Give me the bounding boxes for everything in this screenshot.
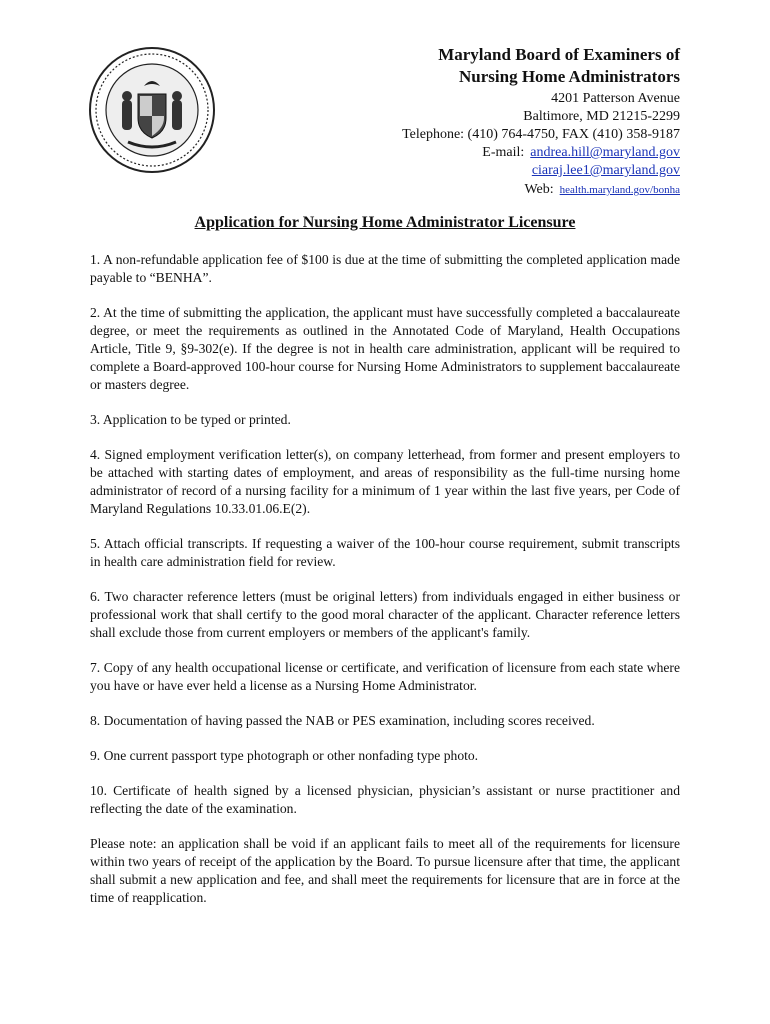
requirements-list bbox=[90, 251, 680, 924]
requirement-item: 8. Documentation of having passed the NAB or PES examination, including scores received. bbox=[90, 713, 595, 728]
page-title: Application for Nursing Home Administrator Licensure bbox=[194, 214, 576, 231]
requirement-item: 3. Application to be typed or printed. bbox=[90, 412, 291, 427]
web-link[interactable]: health.maryland.gov/bonha bbox=[559, 184, 680, 196]
requirement-item: 9. One current passport type photograph or other nonfading type photo. bbox=[90, 748, 479, 763]
email-link-1[interactable]: andrea.hill@maryland.gov bbox=[530, 145, 680, 160]
requirement-item: 10. Certificate of health signed by a licensed physician, physician’s assistant or nurse practitioner and reflecting the date of the examination. bbox=[90, 783, 680, 816]
requirement-item: 6. Two character reference letters (must be original letters) from individuals engaged in either business or professional work that shall certify to the good moral character of the applicant. Character reference letters shall exclude those from current employers or members of the applicant's family. bbox=[90, 589, 680, 640]
letterhead bbox=[260, 44, 680, 199]
telephone-fax: Telephone: (410) 764-4750, FAX (410) 358-9187 bbox=[402, 127, 680, 142]
requirement-item: 2. At the time of submitting the application, the applicant must have successfully completed a baccalaureate degree, or meet the requirements as outlined in the Annotated Code of Maryland, Health Occupations Article, Title 9, §9-302(e). If the degree is not in health care administration, applicant will be required to complete a Board-approved 100-hour course for Nursing Home Administrators to supplement baccalaureate or masters degree. bbox=[90, 305, 680, 392]
org-name-line2: Nursing Home Administrators bbox=[459, 67, 680, 86]
requirement-item: 5. Attach official transcripts. If requesting a waiver of the 100-hour course requirement, submit transcripts in health care administration field for review. bbox=[90, 536, 680, 569]
please-note: Please note: an application shall be void if an applicant fails to meet all of the requirements for licensure within two years of receipt of the application by the Board. To pursue licensure after that time, the applicant shall submit a new application and fee, and shall meet the requirements for licensure that are in force at the time of reapplication. bbox=[90, 836, 680, 905]
email-link-2[interactable]: ciaraj.lee1@maryland.gov bbox=[531, 163, 680, 178]
requirement-item: 1. A non-refundable application fee of $100 is due at the time of submitting the completed application made payable to “BENHA”. bbox=[90, 252, 680, 285]
requirement-item: 4. Signed employment verification letter(s), on company letterhead, from former and present employers to be attached with starting dates of employment, and areas of responsibility as the full-time nursing home administrator of record of a nursing facility for a minimum of 1 year within the last five years, per Code of Maryland Regulations 10.33.01.06.E(2). bbox=[90, 447, 680, 516]
email-label: E-mail: bbox=[482, 145, 525, 160]
requirement-item: 7. Copy of any health occupational license or certificate, and verification of licensure from each state where you have or have ever held a license as a Nursing Home Administrator. bbox=[90, 660, 680, 693]
maryland-state-seal-icon bbox=[88, 46, 216, 174]
address-line1: 4201 Patterson Avenue bbox=[551, 91, 680, 106]
web-label: Web: bbox=[524, 182, 554, 197]
org-name-line1: Maryland Board of Examiners of bbox=[438, 45, 680, 64]
address-line2: Baltimore, MD 21215-2299 bbox=[523, 109, 680, 124]
